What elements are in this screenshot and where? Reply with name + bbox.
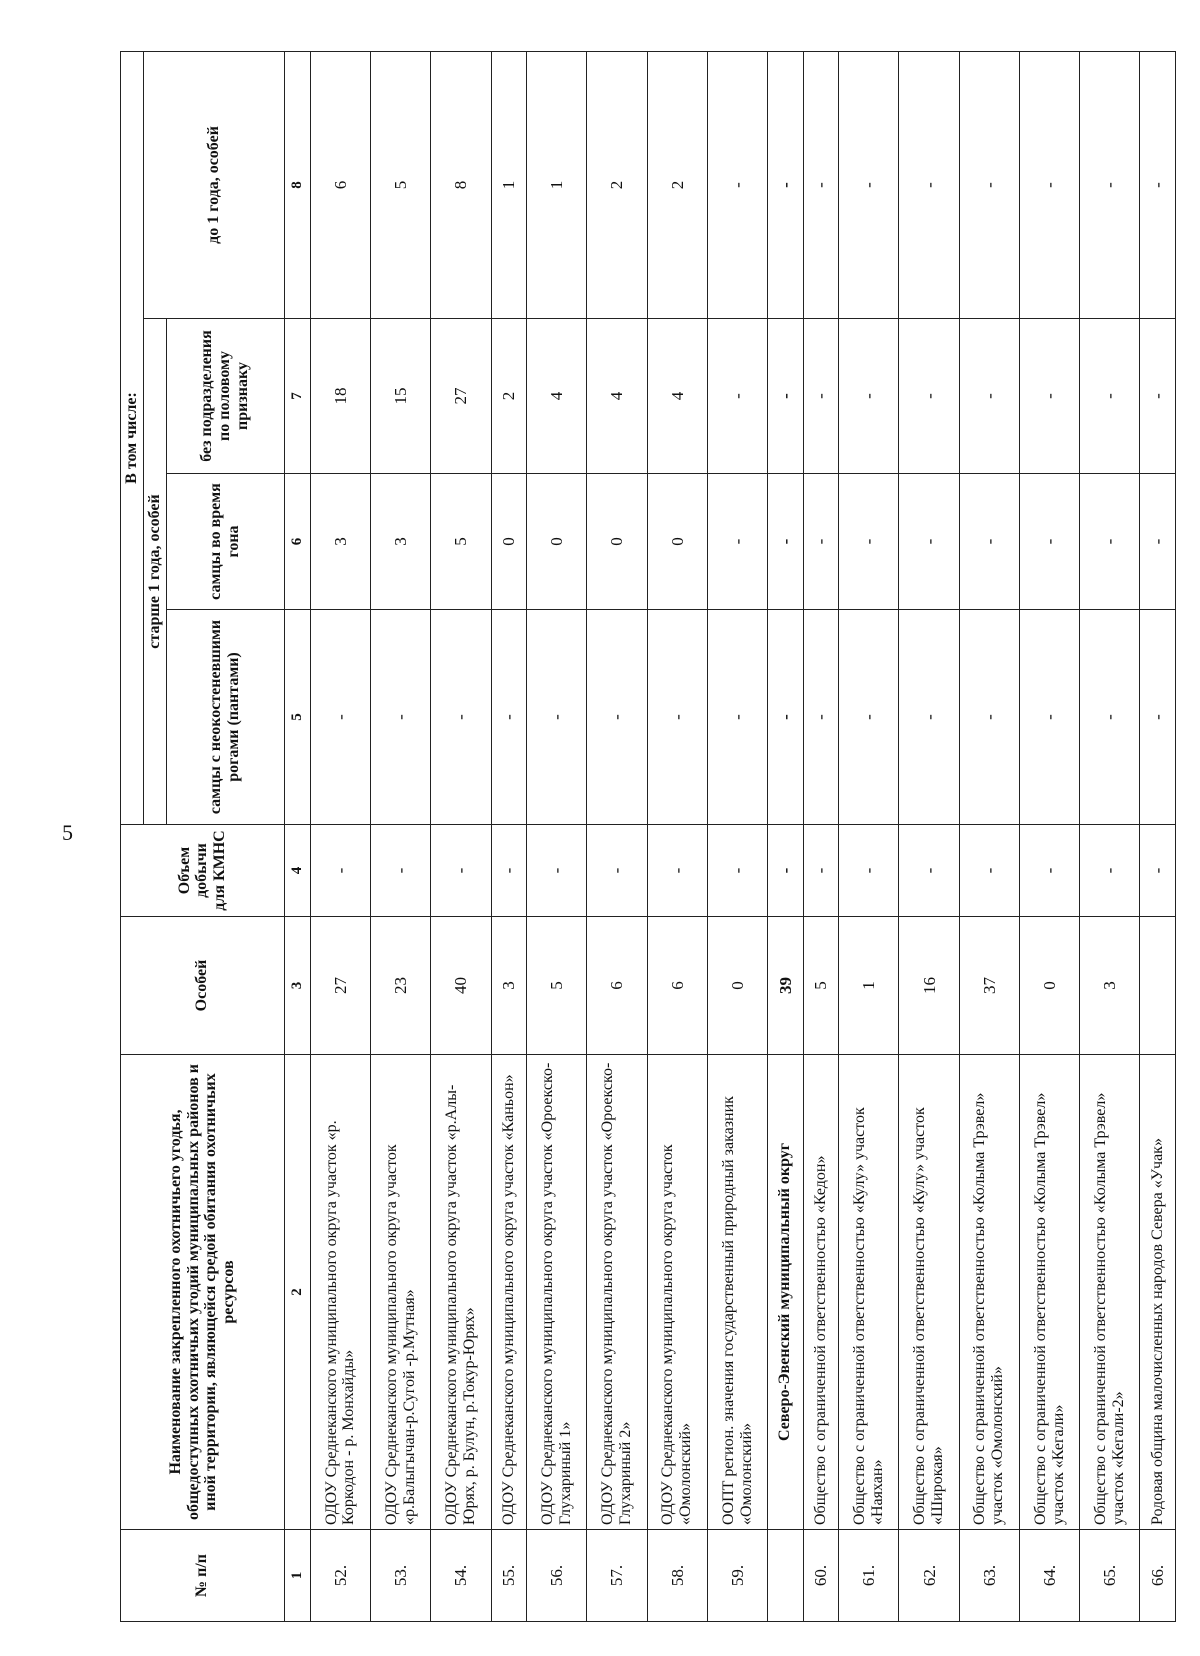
row-num: 64. (1019, 1530, 1079, 1622)
row-num: 65. (1080, 1530, 1140, 1622)
row-antlers: - (959, 610, 1019, 825)
header-males-rut: самцы во время гона (166, 474, 284, 610)
header-under1: до 1 года, особей (143, 51, 284, 318)
row-total: 5 (803, 917, 838, 1055)
row-name: ОДОУ Среднеканского муниципального округа участок «Омолонский» (647, 1055, 707, 1530)
row-name: ОДОУ Среднеканского муниципального округа участок «р.Алы-Юрях, р. Булун, р.Токур-Юрях» (431, 1055, 491, 1530)
row-num: 52. (310, 1530, 370, 1622)
row-antlers: - (647, 610, 707, 825)
table-row (839, 51, 899, 1621)
header-num: № п/п (121, 1530, 285, 1622)
row-under1: 1 (491, 51, 526, 318)
row-name: Общество с ограниченной ответственностью «Кулу» участок «Наяхан» (839, 1055, 899, 1530)
row-under1: - (899, 51, 959, 318)
group-name: Северо-Эвенский муниципальный округ (768, 1055, 803, 1530)
row-rut: 3 (371, 474, 431, 610)
col-number: 3 (284, 917, 310, 1055)
row-nosex: 4 (587, 319, 647, 474)
row-kmns: - (491, 825, 526, 917)
group-num (768, 1530, 803, 1622)
row-total: 0 (707, 917, 767, 1055)
row-num: 62. (899, 1530, 959, 1622)
row-under1: 5 (371, 51, 431, 318)
row-rut: 0 (527, 474, 587, 610)
row-kmns: - (899, 825, 959, 917)
row-rut: 0 (587, 474, 647, 610)
row-under1: 1 (527, 51, 587, 318)
header-name: Наименование закрепленного охотничьего угодья, общедоступных охотничьих угодий муниципальных районов и иной территории, являющейся средой обитания охотничьих ресурсов (121, 1055, 285, 1530)
group-total: 39 (768, 917, 803, 1055)
table-row (527, 51, 587, 1621)
row-total: 23 (371, 917, 431, 1055)
row-nosex: - (803, 319, 838, 474)
row-num: 66. (1140, 1530, 1176, 1622)
table-row (899, 51, 959, 1621)
row-nosex: 4 (527, 319, 587, 474)
row-num: 54. (431, 1530, 491, 1622)
table-row (1140, 51, 1176, 1621)
row-total: 0 (1019, 917, 1079, 1055)
col-number: 7 (284, 319, 310, 474)
col-number: 8 (284, 51, 310, 318)
harvest-quota-table (120, 51, 1176, 1622)
row-total: 37 (959, 917, 1019, 1055)
group-nosex: - (768, 319, 803, 474)
row-under1: - (803, 51, 838, 318)
row-num: 59. (707, 1530, 767, 1622)
row-total: 5 (527, 917, 587, 1055)
table-row (431, 51, 491, 1621)
row-kmns: - (803, 825, 838, 917)
row-name: Общество с ограниченной ответственностью «Кулу» участок «Широкая» (899, 1055, 959, 1530)
row-nosex: - (899, 319, 959, 474)
row-antlers: - (1019, 610, 1079, 825)
row-rut: - (899, 474, 959, 610)
row-num: 58. (647, 1530, 707, 1622)
row-kmns: - (647, 825, 707, 917)
row-antlers: - (587, 610, 647, 825)
row-total: 1 (839, 917, 899, 1055)
table-row (707, 51, 767, 1621)
row-total: 27 (310, 917, 370, 1055)
row-rut: 3 (310, 474, 370, 610)
group-rut: - (768, 474, 803, 610)
row-total: 16 (899, 917, 959, 1055)
row-name: ООПТ регион. значения государственный природный заказник «Омолонский» (707, 1055, 767, 1530)
row-antlers: - (491, 610, 526, 825)
row-nosex: - (1140, 319, 1176, 474)
header-older: старше 1 года, особей (143, 319, 166, 825)
row-under1: - (1019, 51, 1079, 318)
row-num: 57. (587, 1530, 647, 1622)
table-row (803, 51, 838, 1621)
row-antlers: - (899, 610, 959, 825)
header-total: Особей (121, 917, 285, 1055)
col-number: 2 (284, 1055, 310, 1530)
row-total (1140, 917, 1176, 1055)
row-antlers: - (527, 610, 587, 825)
row-total: 3 (491, 917, 526, 1055)
row-antlers: - (707, 610, 767, 825)
group-kmns: - (768, 825, 803, 917)
row-under1: - (707, 51, 767, 318)
row-nosex: 4 (647, 319, 707, 474)
row-name: Общество с ограниченной ответственностью «Колыма Трэвел» участок «Кегали» (1019, 1055, 1079, 1530)
row-rut: - (1019, 474, 1079, 610)
row-nosex: - (707, 319, 767, 474)
row-under1: 2 (587, 51, 647, 318)
row-under1: 2 (647, 51, 707, 318)
row-name: Общество с ограниченной ответственностью «Колыма Трэвел» участок «Кегали-2» (1080, 1055, 1140, 1530)
row-nosex: 27 (431, 319, 491, 474)
header-males-antlers: самцы с неокостеневшими рогами (пантами) (166, 610, 284, 825)
row-under1: - (839, 51, 899, 318)
page-number: 5 (62, 820, 73, 845)
row-nosex: 15 (371, 319, 431, 474)
row-nosex: 2 (491, 319, 526, 474)
group-row (768, 51, 803, 1621)
row-kmns: - (310, 825, 370, 917)
row-antlers: - (1080, 610, 1140, 825)
row-under1: 8 (431, 51, 491, 318)
header-kmns: Объем добычи для КМНС (121, 825, 285, 917)
header-no-sex: без подразделения по половому признаку (166, 319, 284, 474)
header-incl: В том числе: (121, 51, 144, 824)
row-kmns: - (527, 825, 587, 917)
row-num: 53. (371, 1530, 431, 1622)
row-kmns: - (431, 825, 491, 917)
row-num: 61. (839, 1530, 899, 1622)
row-kmns: - (959, 825, 1019, 917)
col-number: 6 (284, 474, 310, 610)
row-antlers: - (1140, 610, 1176, 825)
row-name: ОДОУ Среднеканского муниципального округа участок «р. Коркодон - р. Монхайды» (310, 1055, 370, 1530)
row-name: Общество с ограниченной ответственностью «Колыма Трэвел» участок «Омолонский» (959, 1055, 1019, 1530)
row-num: 55. (491, 1530, 526, 1622)
row-total: 6 (587, 917, 647, 1055)
row-rut: 5 (431, 474, 491, 610)
row-num: 56. (527, 1530, 587, 1622)
row-kmns: - (371, 825, 431, 917)
row-kmns: - (1140, 825, 1176, 917)
row-nosex: - (1080, 319, 1140, 474)
row-kmns: - (587, 825, 647, 917)
row-under1: - (959, 51, 1019, 318)
row-kmns: - (707, 825, 767, 917)
row-kmns: - (839, 825, 899, 917)
row-under1: - (1080, 51, 1140, 318)
table-row (587, 51, 647, 1621)
row-name: ОДОУ Среднеканского муниципального округа участок «Каньон» (491, 1055, 526, 1530)
row-antlers: - (839, 610, 899, 825)
row-rut: - (839, 474, 899, 610)
row-rut: - (803, 474, 838, 610)
row-nosex: - (1019, 319, 1079, 474)
row-total: 40 (431, 917, 491, 1055)
row-under1: 6 (310, 51, 370, 318)
col-number: 5 (284, 610, 310, 825)
col-number: 4 (284, 825, 310, 917)
row-rut: - (1140, 474, 1176, 610)
table-container (120, 52, 1176, 1622)
row-rut: - (959, 474, 1019, 610)
row-name: Общество с ограниченной ответственностью «Кедон» (803, 1055, 838, 1530)
group-antlers: - (768, 610, 803, 825)
row-name: ОДОУ Среднеканского муниципального округа участок «Ороекско-Глухариный 2» (587, 1055, 647, 1530)
row-num: 60. (803, 1530, 838, 1622)
row-under1: - (1140, 51, 1176, 318)
row-antlers: - (803, 610, 838, 825)
row-name: Родовая община малочисленных народов Севера «Учак» (1140, 1055, 1176, 1530)
table-row (1019, 51, 1079, 1621)
row-kmns: - (1080, 825, 1140, 917)
table-row (647, 51, 707, 1621)
row-num: 63. (959, 1530, 1019, 1622)
row-nosex: 18 (310, 319, 370, 474)
row-name: ОДОУ Среднеканского муниципального округа участок «р.Балыгычан-р.Сугой -р.Мутная» (371, 1055, 431, 1530)
table-row (1080, 51, 1140, 1621)
table-row (371, 51, 431, 1621)
group-under1: - (768, 51, 803, 318)
table-row (491, 51, 526, 1621)
row-antlers: - (310, 610, 370, 825)
row-nosex: - (839, 319, 899, 474)
row-total: 6 (647, 917, 707, 1055)
table-row (959, 51, 1019, 1621)
row-name: ОДОУ Среднеканского муниципального округа участок «Ороекско-Глухариный 1» (527, 1055, 587, 1530)
row-total: 3 (1080, 917, 1140, 1055)
row-rut: - (1080, 474, 1140, 610)
row-antlers: - (431, 610, 491, 825)
row-kmns: - (1019, 825, 1079, 917)
row-rut: 0 (647, 474, 707, 610)
rotated-table-frame (120, 52, 1176, 1622)
row-rut: - (707, 474, 767, 610)
row-nosex: - (959, 319, 1019, 474)
table-row (310, 51, 370, 1621)
row-rut: 0 (491, 474, 526, 610)
col-number: 1 (284, 1530, 310, 1622)
row-antlers: - (371, 610, 431, 825)
